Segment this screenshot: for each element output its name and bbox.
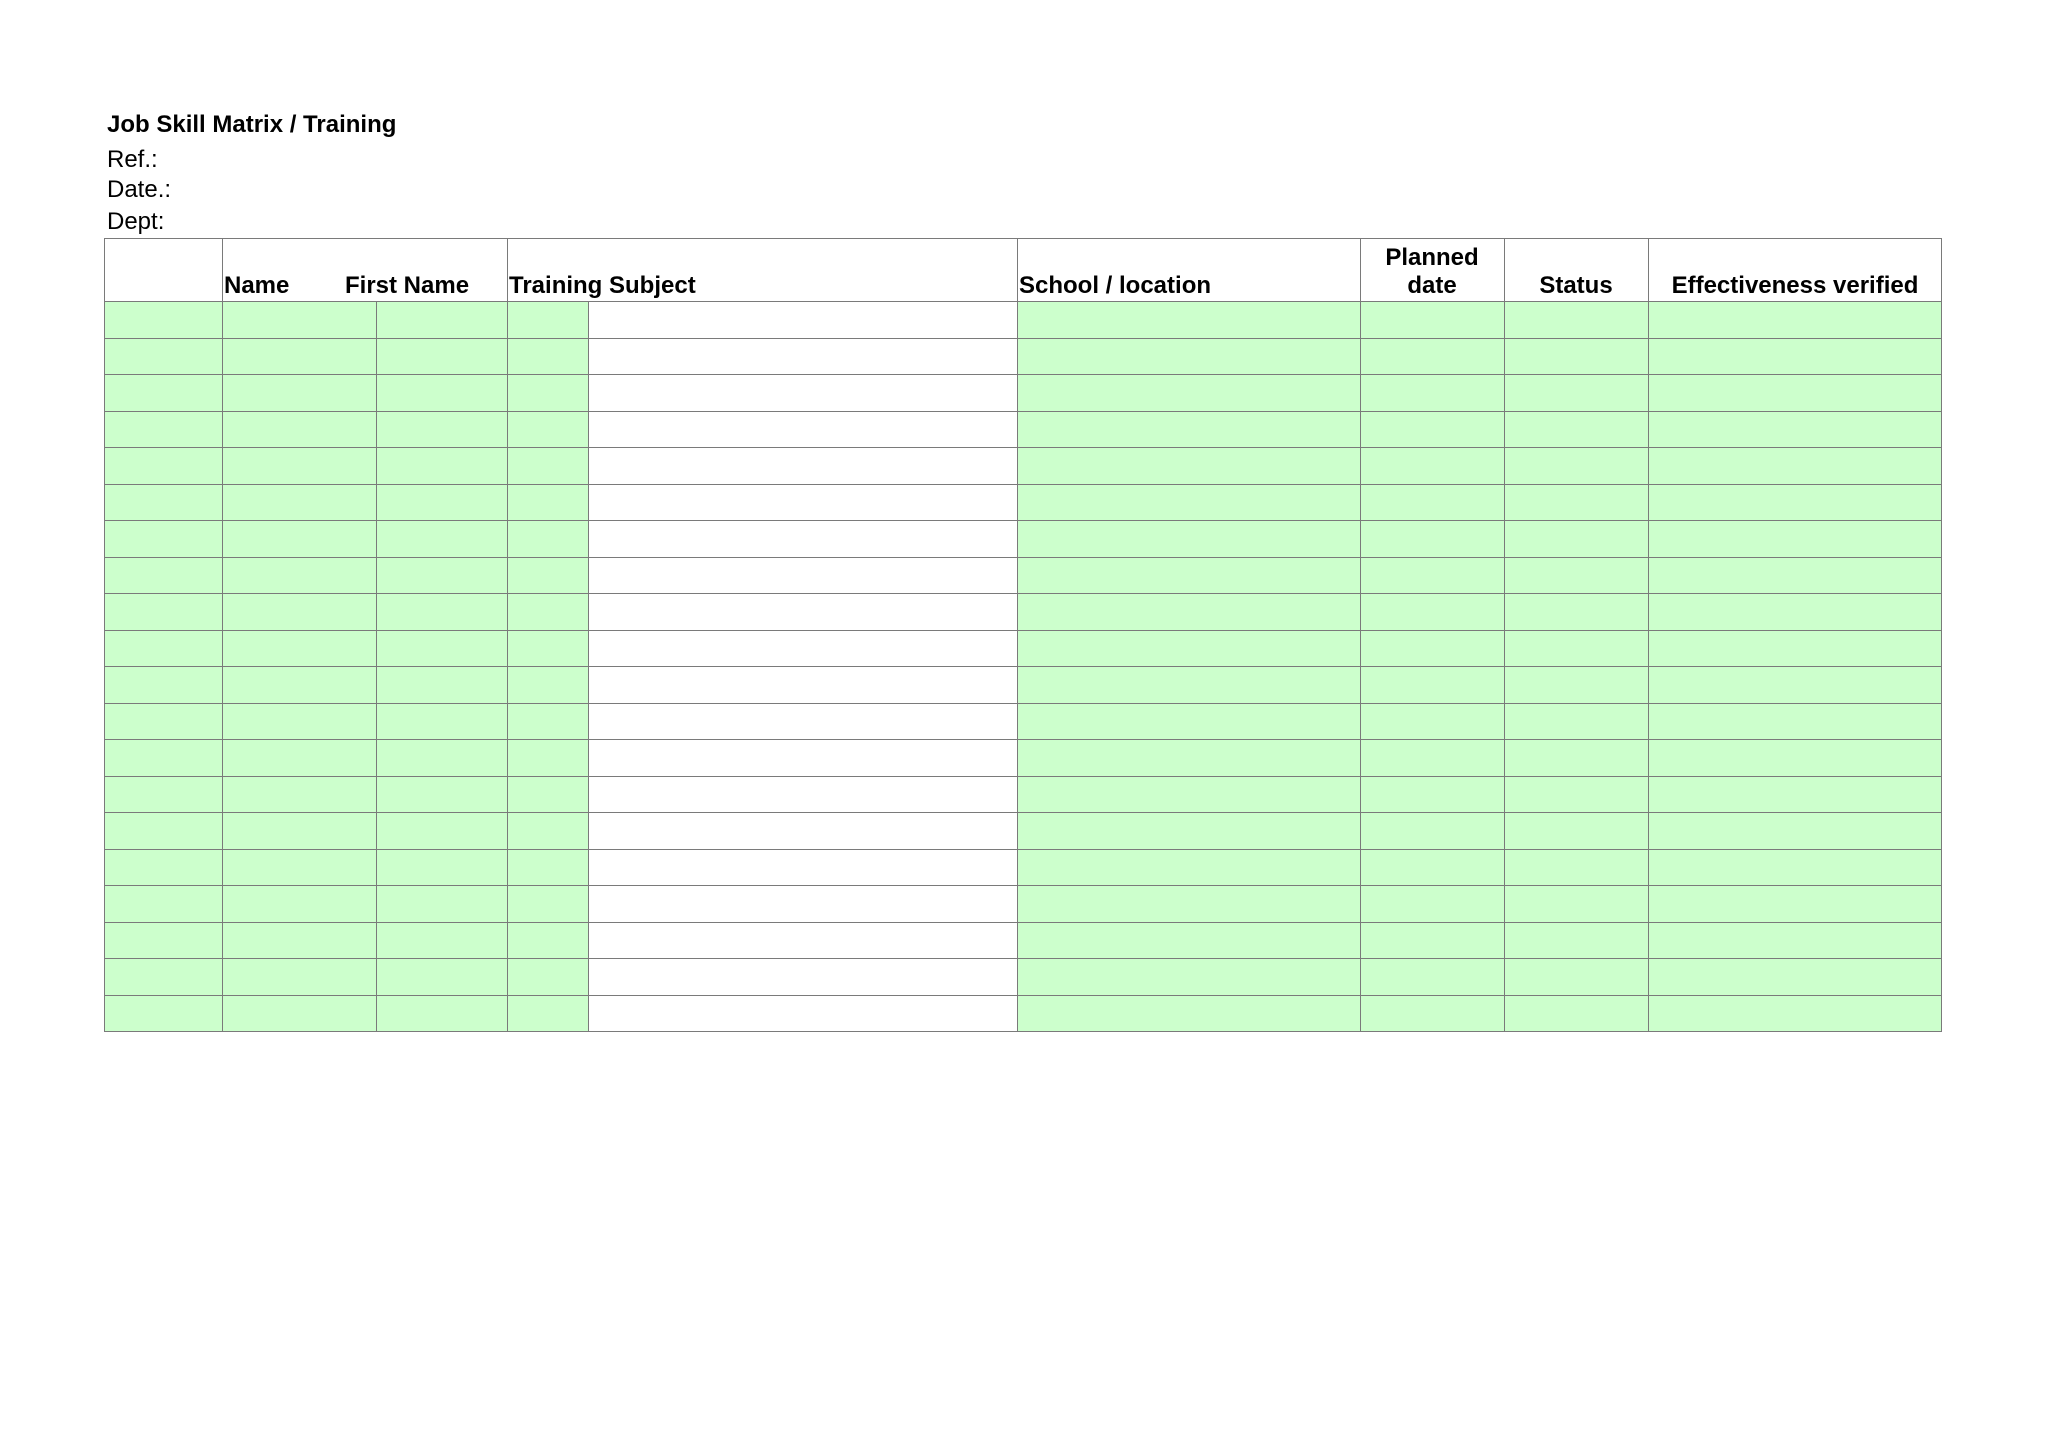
table-cell-subject-text[interactable] xyxy=(588,338,1017,375)
table-cell-school-location[interactable] xyxy=(1017,812,1360,849)
table-cell-status[interactable] xyxy=(1504,849,1648,886)
table-cell-name[interactable] xyxy=(222,630,376,667)
table-cell-school-location[interactable] xyxy=(1017,520,1360,557)
table-cell-index[interactable] xyxy=(104,630,222,667)
table-cell-school-location[interactable] xyxy=(1017,338,1360,375)
table-cell-index[interactable] xyxy=(104,520,222,557)
table-cell-school-location[interactable] xyxy=(1017,776,1360,813)
grid-line xyxy=(1017,301,1018,1032)
grid-line xyxy=(104,238,105,301)
table-cell-first-name[interactable] xyxy=(376,776,507,813)
table-cell-first-name[interactable] xyxy=(376,557,507,594)
table-cell-planned-date[interactable] xyxy=(1360,666,1504,703)
table-cell-index[interactable] xyxy=(104,812,222,849)
grid-line xyxy=(104,739,1942,740)
grid-line xyxy=(1504,301,1505,1032)
ref-label: Ref.: xyxy=(107,146,158,173)
table-cell-index[interactable] xyxy=(104,338,222,375)
table-cell-status[interactable] xyxy=(1504,630,1648,667)
grid-line xyxy=(104,411,1942,412)
grid-line xyxy=(104,666,1942,667)
table-cell-first-name[interactable] xyxy=(376,447,507,484)
table-cell-name[interactable] xyxy=(222,374,376,411)
table-cell-school-location[interactable] xyxy=(1017,703,1360,740)
table-cell-school-location[interactable] xyxy=(1017,557,1360,594)
grid-line xyxy=(104,812,1942,813)
grid-line xyxy=(588,301,589,1032)
table-cell-subject-code[interactable] xyxy=(507,885,588,922)
table-cell-first-name[interactable] xyxy=(376,922,507,959)
table-cell-subject-code[interactable] xyxy=(507,301,588,338)
dept-label: Dept: xyxy=(107,208,165,235)
table-cell-status[interactable] xyxy=(1504,812,1648,849)
table-cell-name[interactable] xyxy=(222,739,376,776)
table-cell-effectiveness[interactable] xyxy=(1648,557,1942,594)
table-cell-effectiveness[interactable] xyxy=(1648,630,1942,667)
grid-line xyxy=(104,958,1942,959)
table-cell-subject-text[interactable] xyxy=(588,812,1017,849)
table-cell-subject-code[interactable] xyxy=(507,374,588,411)
table-cell-subject-text[interactable] xyxy=(588,776,1017,813)
table-cell-subject-code[interactable] xyxy=(507,995,588,1032)
table-cell-index[interactable] xyxy=(104,374,222,411)
table-cell-status[interactable] xyxy=(1504,666,1648,703)
table-cell-effectiveness[interactable] xyxy=(1648,922,1942,959)
table-cell-name[interactable] xyxy=(222,922,376,959)
table-cell-subject-code[interactable] xyxy=(507,666,588,703)
table-cell-name[interactable] xyxy=(222,411,376,448)
table-cell-subject-code[interactable] xyxy=(507,849,588,886)
table-cell-index[interactable] xyxy=(104,484,222,521)
grid-line xyxy=(104,593,1942,594)
date-label: Date.: xyxy=(107,176,172,203)
table-cell-school-location[interactable] xyxy=(1017,885,1360,922)
table-cell-subject-code[interactable] xyxy=(507,922,588,959)
grid-line xyxy=(1017,238,1018,301)
table-cell-planned-date[interactable] xyxy=(1360,739,1504,776)
table-cell-school-location[interactable] xyxy=(1017,593,1360,630)
training-matrix-table xyxy=(104,238,1942,1031)
table-cell-index[interactable] xyxy=(104,593,222,630)
table-cell-planned-date[interactable] xyxy=(1360,776,1504,813)
table-cell-index[interactable] xyxy=(104,849,222,886)
table-cell-subject-text[interactable] xyxy=(588,958,1017,995)
table-cell-status[interactable] xyxy=(1504,922,1648,959)
table-cell-name[interactable] xyxy=(222,995,376,1032)
table-cell-effectiveness[interactable] xyxy=(1648,849,1942,886)
table-cell-subject-text[interactable] xyxy=(588,885,1017,922)
table-cell-subject-text[interactable] xyxy=(588,520,1017,557)
table-cell-status[interactable] xyxy=(1504,593,1648,630)
grid-line xyxy=(1941,238,1942,301)
table-cell-subject-text[interactable] xyxy=(588,666,1017,703)
table-cell-subject-text[interactable] xyxy=(588,995,1017,1032)
table-cell-first-name[interactable] xyxy=(376,703,507,740)
table-cell-subject-text[interactable] xyxy=(588,739,1017,776)
grid-line xyxy=(376,301,377,1032)
header-first-name: First Name xyxy=(345,272,470,299)
table-cell-subject-code[interactable] xyxy=(507,338,588,375)
table-cell-subject-text[interactable] xyxy=(588,484,1017,521)
table-cell-status[interactable] xyxy=(1504,338,1648,375)
grid-line xyxy=(507,301,508,1032)
table-cell-subject-code[interactable] xyxy=(507,776,588,813)
table-cell-planned-date[interactable] xyxy=(1360,411,1504,448)
header-planned-date-line2: date xyxy=(1407,272,1457,299)
table-cell-first-name[interactable] xyxy=(376,338,507,375)
grid-line xyxy=(104,885,1942,886)
table-cell-index[interactable] xyxy=(104,557,222,594)
table-cell-name[interactable] xyxy=(222,666,376,703)
table-cell-planned-date[interactable] xyxy=(1360,593,1504,630)
document-title: Job Skill Matrix / Training xyxy=(107,111,397,138)
table-cell-school-location[interactable] xyxy=(1017,447,1360,484)
grid-line xyxy=(104,703,1942,704)
table-cell-name[interactable] xyxy=(222,812,376,849)
table-cell-first-name[interactable] xyxy=(376,301,507,338)
table-cell-index[interactable] xyxy=(104,922,222,959)
table-cell-first-name[interactable] xyxy=(376,958,507,995)
table-cell-name[interactable] xyxy=(222,885,376,922)
table-cell-index[interactable] xyxy=(104,995,222,1032)
grid-line xyxy=(222,301,223,1032)
table-cell-first-name[interactable] xyxy=(376,374,507,411)
table-cell-first-name[interactable] xyxy=(376,520,507,557)
table-cell-index[interactable] xyxy=(104,301,222,338)
table-cell-effectiveness[interactable] xyxy=(1648,374,1942,411)
table-cell-planned-date[interactable] xyxy=(1360,885,1504,922)
table-cell-subject-text[interactable] xyxy=(588,630,1017,667)
table-cell-name[interactable] xyxy=(222,849,376,886)
table-cell-first-name[interactable] xyxy=(376,885,507,922)
header-status: Status xyxy=(1539,272,1613,299)
table-cell-effectiveness[interactable] xyxy=(1648,301,1942,338)
table-cell-school-location[interactable] xyxy=(1017,922,1360,959)
table-cell-effectiveness[interactable] xyxy=(1648,666,1942,703)
table-cell-school-location[interactable] xyxy=(1017,849,1360,886)
table-cell-subject-text[interactable] xyxy=(588,557,1017,594)
table-cell-status[interactable] xyxy=(1504,703,1648,740)
grid-line xyxy=(1360,301,1361,1032)
header-school-location: School / location xyxy=(1019,272,1212,299)
table-cell-planned-date[interactable] xyxy=(1360,995,1504,1032)
table-cell-effectiveness[interactable] xyxy=(1648,995,1942,1032)
table-cell-first-name[interactable] xyxy=(376,849,507,886)
table-cell-name[interactable] xyxy=(222,520,376,557)
table-cell-subject-code[interactable] xyxy=(507,739,588,776)
table-cell-name[interactable] xyxy=(222,557,376,594)
table-cell-planned-date[interactable] xyxy=(1360,922,1504,959)
table-cell-school-location[interactable] xyxy=(1017,995,1360,1032)
table-cell-index[interactable] xyxy=(104,739,222,776)
table-cell-subject-code[interactable] xyxy=(507,484,588,521)
table-cell-subject-text[interactable] xyxy=(588,447,1017,484)
table-cell-effectiveness[interactable] xyxy=(1648,958,1942,995)
table-cell-name[interactable] xyxy=(222,484,376,521)
table-cell-effectiveness[interactable] xyxy=(1648,885,1942,922)
table-cell-effectiveness[interactable] xyxy=(1648,703,1942,740)
table-cell-planned-date[interactable] xyxy=(1360,484,1504,521)
table-cell-status[interactable] xyxy=(1504,411,1648,448)
table-cell-index[interactable] xyxy=(104,885,222,922)
table-cell-effectiveness[interactable] xyxy=(1648,776,1942,813)
table-cell-status[interactable] xyxy=(1504,447,1648,484)
table-cell-first-name[interactable] xyxy=(376,630,507,667)
table-cell-subject-text[interactable] xyxy=(588,593,1017,630)
table-cell-index[interactable] xyxy=(104,411,222,448)
table-cell-status[interactable] xyxy=(1504,995,1648,1032)
table-cell-status[interactable] xyxy=(1504,557,1648,594)
table-cell-planned-date[interactable] xyxy=(1360,338,1504,375)
table-cell-subject-code[interactable] xyxy=(507,812,588,849)
table-cell-name[interactable] xyxy=(222,958,376,995)
table-cell-subject-code[interactable] xyxy=(507,593,588,630)
table-cell-status[interactable] xyxy=(1504,885,1648,922)
table-cell-name[interactable] xyxy=(222,301,376,338)
table-cell-school-location[interactable] xyxy=(1017,958,1360,995)
table-cell-subject-code[interactable] xyxy=(507,630,588,667)
grid-line xyxy=(222,238,223,301)
table-cell-school-location[interactable] xyxy=(1017,666,1360,703)
header-planned-date xyxy=(1360,244,1504,300)
table-cell-school-location[interactable] xyxy=(1017,374,1360,411)
table-cell-status[interactable] xyxy=(1504,958,1648,995)
table-cell-name[interactable] xyxy=(222,593,376,630)
grid-line xyxy=(104,849,1942,850)
grid-line xyxy=(1360,238,1361,301)
table-cell-status[interactable] xyxy=(1504,484,1648,521)
table-cell-planned-date[interactable] xyxy=(1360,301,1504,338)
table-cell-effectiveness[interactable] xyxy=(1648,739,1942,776)
table-cell-first-name[interactable] xyxy=(376,666,507,703)
grid-line xyxy=(104,301,105,1032)
table-cell-subject-text[interactable] xyxy=(588,374,1017,411)
table-cell-index[interactable] xyxy=(104,703,222,740)
table-cell-name[interactable] xyxy=(222,776,376,813)
table-cell-first-name[interactable] xyxy=(376,812,507,849)
table-cell-effectiveness[interactable] xyxy=(1648,447,1942,484)
table-cell-planned-date[interactable] xyxy=(1360,812,1504,849)
table-cell-school-location[interactable] xyxy=(1017,739,1360,776)
table-cell-effectiveness[interactable] xyxy=(1648,812,1942,849)
table-cell-planned-date[interactable] xyxy=(1360,374,1504,411)
table-cell-status[interactable] xyxy=(1504,301,1648,338)
grid-line xyxy=(104,338,1942,339)
table-cell-planned-date[interactable] xyxy=(1360,557,1504,594)
table-cell-name[interactable] xyxy=(222,703,376,740)
table-cell-planned-date[interactable] xyxy=(1360,703,1504,740)
table-cell-index[interactable] xyxy=(104,776,222,813)
grid-line xyxy=(104,1031,1942,1032)
table-cell-name[interactable] xyxy=(222,338,376,375)
table-cell-school-location[interactable] xyxy=(1017,301,1360,338)
table-cell-status[interactable] xyxy=(1504,520,1648,557)
table-cell-first-name[interactable] xyxy=(376,411,507,448)
table-cell-first-name[interactable] xyxy=(376,739,507,776)
grid-line xyxy=(1504,238,1505,301)
grid-line xyxy=(104,557,1942,558)
table-cell-index[interactable] xyxy=(104,666,222,703)
header-effectiveness-verified: Effectiveness verified xyxy=(1671,272,1919,299)
grid-line xyxy=(1941,301,1942,1032)
table-cell-school-location[interactable] xyxy=(1017,484,1360,521)
table-cell-effectiveness[interactable] xyxy=(1648,484,1942,521)
table-cell-effectiveness[interactable] xyxy=(1648,593,1942,630)
table-cell-index[interactable] xyxy=(104,958,222,995)
table-cell-subject-code[interactable] xyxy=(507,447,588,484)
grid-line xyxy=(104,922,1942,923)
table-cell-subject-code[interactable] xyxy=(507,958,588,995)
grid-line xyxy=(104,776,1942,777)
table-cell-status[interactable] xyxy=(1504,374,1648,411)
table-cell-index[interactable] xyxy=(104,447,222,484)
grid-line xyxy=(104,374,1942,375)
table-cell-planned-date[interactable] xyxy=(1360,630,1504,667)
table-cell-effectiveness[interactable] xyxy=(1648,520,1942,557)
table-cell-effectiveness[interactable] xyxy=(1648,338,1942,375)
grid-line xyxy=(104,301,1942,302)
table-cell-subject-text[interactable] xyxy=(588,301,1017,338)
table-cell-status[interactable] xyxy=(1504,739,1648,776)
table-cell-subject-text[interactable] xyxy=(588,849,1017,886)
table-cell-planned-date[interactable] xyxy=(1360,958,1504,995)
grid-line xyxy=(1648,238,1649,301)
table-cell-first-name[interactable] xyxy=(376,484,507,521)
table-cell-school-location[interactable] xyxy=(1017,411,1360,448)
table-cell-subject-code[interactable] xyxy=(507,557,588,594)
grid-line xyxy=(1648,301,1649,1032)
table-cell-subject-code[interactable] xyxy=(507,411,588,448)
table-cell-subject-text[interactable] xyxy=(588,703,1017,740)
grid-line xyxy=(104,238,1942,239)
table-cell-subject-code[interactable] xyxy=(507,520,588,557)
table-cell-effectiveness[interactable] xyxy=(1648,411,1942,448)
table-cell-subject-code[interactable] xyxy=(507,703,588,740)
grid-line xyxy=(104,520,1942,521)
grid-line xyxy=(104,630,1942,631)
table-cell-subject-text[interactable] xyxy=(588,411,1017,448)
grid-line xyxy=(104,447,1942,448)
grid-line xyxy=(104,484,1942,485)
table-cell-status[interactable] xyxy=(1504,776,1648,813)
table-cell-school-location[interactable] xyxy=(1017,630,1360,667)
table-cell-name[interactable] xyxy=(222,447,376,484)
grid-line xyxy=(507,238,508,301)
header-name: Name xyxy=(224,272,290,299)
table-cell-planned-date[interactable] xyxy=(1360,849,1504,886)
grid-line xyxy=(104,995,1942,996)
table-cell-first-name[interactable] xyxy=(376,995,507,1032)
header-training-subject: Training Subject xyxy=(509,272,696,299)
table-cell-subject-text[interactable] xyxy=(588,922,1017,959)
table-cell-planned-date[interactable] xyxy=(1360,447,1504,484)
table-cell-planned-date[interactable] xyxy=(1360,520,1504,557)
header-planned-date-line1: Planned xyxy=(1385,244,1479,271)
table-cell-first-name[interactable] xyxy=(376,593,507,630)
